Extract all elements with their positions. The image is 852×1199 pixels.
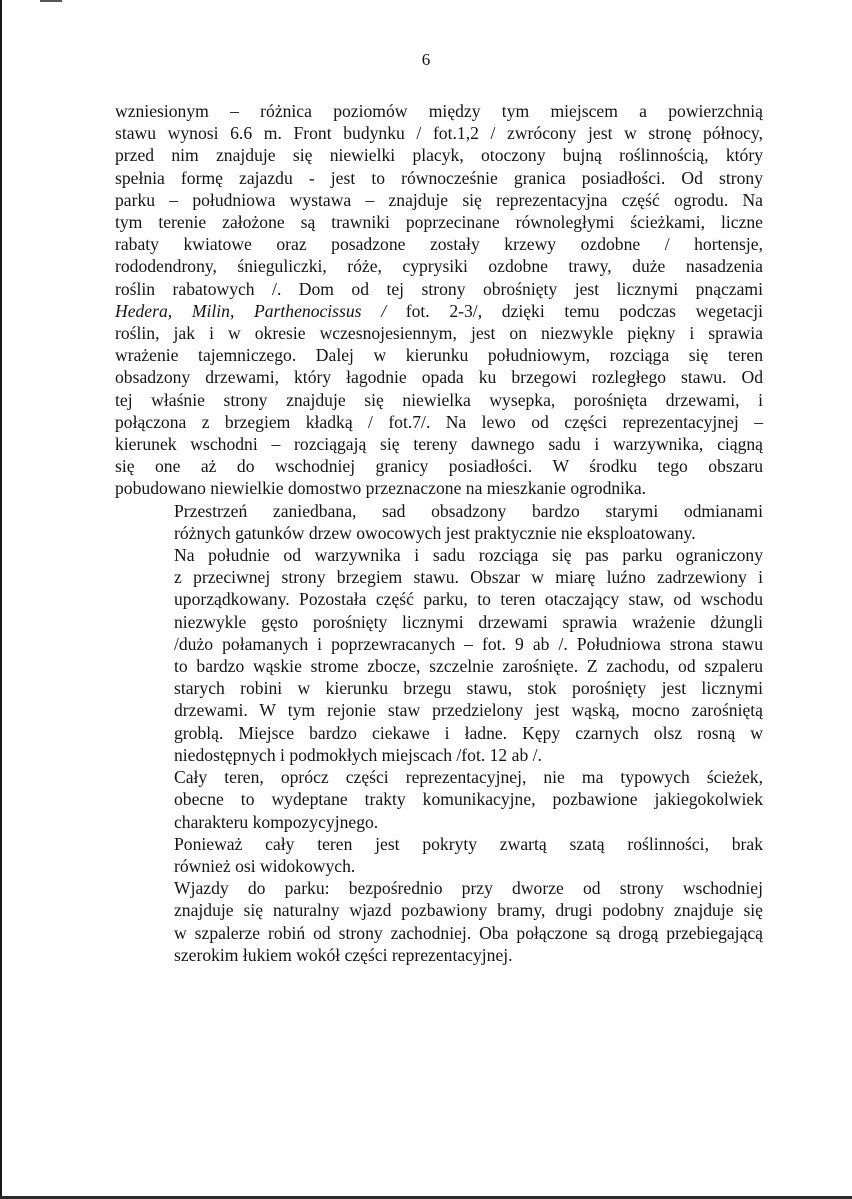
scan-edge-left bbox=[0, 0, 2, 1199]
text-line: Przestrzeń zaniedbana, sad obsadzony bardzo starymi odmianami bbox=[174, 500, 763, 521]
text-line: Ponieważ cały teren jest pokryty zwartą szatą roślinności, brak bbox=[174, 833, 763, 854]
paragraph bbox=[115, 833, 763, 877]
text-line: Cały teren, oprócz części reprezentacyjnej, nie ma typowych ścieżek, bbox=[174, 767, 763, 788]
text-line: drzewami. W tym rejonie staw przedzielony jest wąską, mocno zarośniętą bbox=[174, 700, 763, 721]
text-line: pobudowano niewielkie domostwo przeznaczone na mieszkanie ogrodnika. bbox=[115, 478, 647, 499]
text-line: charakteru kompozycyjnego. bbox=[174, 811, 379, 832]
text-line: szerokim łukiem wokół części reprezentacyjnej. bbox=[174, 944, 513, 965]
italic-plant-names: Hedera, Milin, Parthenocissus / bbox=[115, 300, 387, 321]
text-line: się one aż do wschodniej granicy posiadłości. W środku tego obszaru bbox=[115, 456, 763, 477]
text-line: z przeciwnej strony brzegiem stawu. Obszar w miarę luźno zadrzewiony i bbox=[174, 567, 763, 588]
text-line: przed nim znajduje się niewielki placyk, otoczony bujną roślinnością, który bbox=[115, 145, 763, 166]
text-line: znajduje się naturalny wjazd pozbawiony bramy, drugi podobny znajduje się bbox=[174, 900, 763, 921]
text-line bbox=[115, 300, 763, 322]
text-line: różnych gatunków drzew owocowych jest praktycznie nie eksploatowany. bbox=[174, 522, 696, 543]
text-line: /dużo połamanych i poprzewracanych – fot. 9 ab /. Południowa strona stawu bbox=[174, 633, 763, 654]
paragraph bbox=[115, 766, 763, 833]
text-line: starych robini w kierunku brzegu stawu, stok porośnięty jest licznymi bbox=[174, 678, 763, 699]
text-line: połączona z brzegiem kładką / fot.7/. Na lewo od części reprezentacyjnej – bbox=[115, 411, 763, 432]
text-line: niedostępnych i podmokłych miejscach /fot. 12 ab /. bbox=[174, 744, 542, 765]
paragraph bbox=[115, 544, 763, 766]
text-line: rabaty kwiatowe oraz posadzone zostały krzewy ozdobne / hortensje, bbox=[115, 234, 763, 255]
text-line: wzniesionym – różnica poziomów między tym miejscem a powierzchnią bbox=[115, 101, 763, 121]
text-line: roślin, jak i w okresie wczesnojesiennym, jest on niezwykle piękny i sprawia bbox=[115, 323, 763, 344]
page-number: 6 bbox=[421, 50, 431, 69]
text-line: groblą. Miejsce bardzo ciekawe i ładne. Kępy czarnych olsz rosną w bbox=[174, 722, 763, 743]
paragraph bbox=[115, 100, 763, 500]
text-line: w szpalerze robiń od strony zachodniej. Oba połączone są drogą przebiegającą bbox=[174, 922, 763, 943]
text-line: uporządkowany. Pozostała część parku, to teren otaczający staw, od wschodu bbox=[174, 589, 763, 610]
text-line: to bardzo wąskie strome zbocze, szczelnie zarośnięte. Z zachodu, od szpaleru bbox=[174, 656, 763, 677]
text-line: spełnia formę zajazdu - jest to równocześnie granica posiadłości. Od strony bbox=[115, 167, 763, 188]
scan-edge-top bbox=[40, 0, 62, 2]
body-text bbox=[115, 100, 763, 966]
text-line: roślin rabatowych /. Dom od tej strony obrośnięty jest licznymi pnączami bbox=[115, 278, 763, 299]
text-line: rododendrony, śnieguliczki, róże, cyprysiki ozdobne trawy, duże nasadzenia bbox=[115, 256, 763, 277]
text-line: parku – południowa wystawa – znajduje się reprezentacyjna część ogrodu. Na bbox=[115, 189, 763, 210]
text-line: niezwykle gęsto porośnięty licznymi drzewami sprawia wrażenie dżungli bbox=[174, 611, 763, 632]
text-line: tej właśnie strony znajduje się niewielka wysepka, porośnięta drzewami, i bbox=[115, 389, 763, 410]
text-line: wrażenie tajemniczego. Dalej w kierunku południowym, rozciąga się teren bbox=[115, 345, 763, 366]
paragraph bbox=[115, 877, 763, 966]
text-line: obsadzony drzewami, który łagodnie opada ku brzegowi rozległego stawu. Od bbox=[115, 367, 763, 388]
text-line: obecne to wydeptane trakty komunikacyjne, pozbawione jakiegokolwiek bbox=[174, 789, 763, 810]
text-line: również osi widokowych. bbox=[174, 855, 356, 876]
text-line: Wjazdy do parku: bezpośrednio przy dworze od strony wschodniej bbox=[174, 878, 763, 899]
text-line: kierunek wschodni – rozciągają się tereny dawnego sadu i warzywnika, ciągną bbox=[115, 434, 763, 455]
text-line: Na południe od warzywnika i sadu rozciąga się pas parku ograniczony bbox=[174, 545, 763, 566]
text-line: stawu wynosi 6.6 m. Front budynku / fot.1,2 / zwrócony jest w stronę północy, bbox=[115, 123, 763, 144]
text-fragment: fot. 2-3/, dzięki temu podczas wegetacji bbox=[386, 300, 763, 321]
paragraph bbox=[115, 500, 763, 544]
text-line: tym terenie założone są trawniki poprzecinane równoległymi ścieżkami, liczne bbox=[115, 212, 763, 233]
